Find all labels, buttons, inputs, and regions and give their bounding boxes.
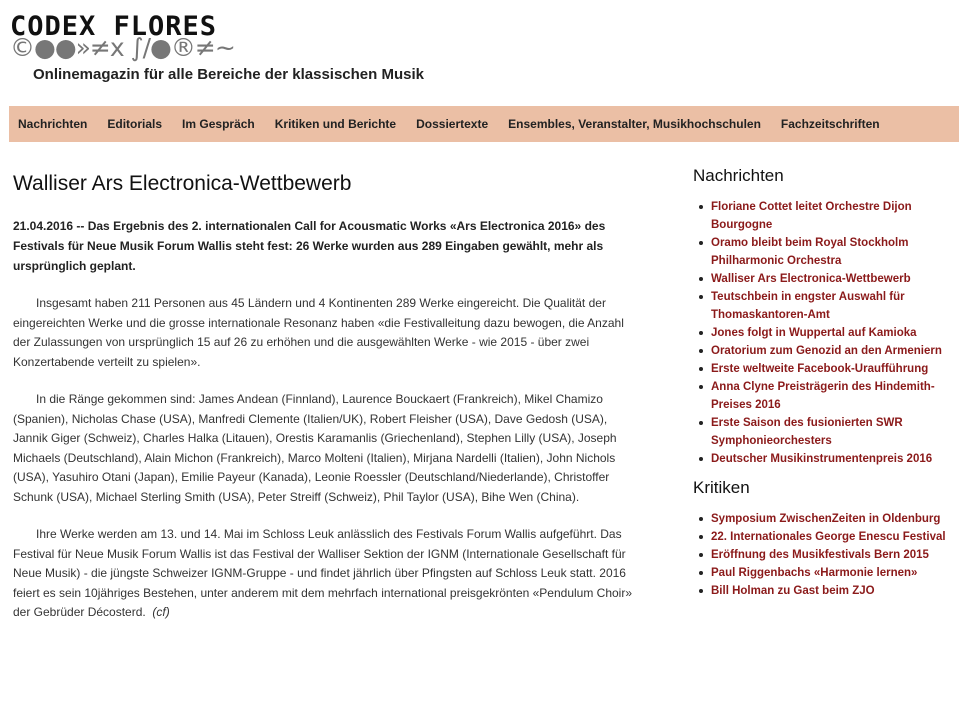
nav-item-ensembles[interactable]: Ensembles, Veranstalter, Musikhochschulen (508, 117, 761, 131)
nav-item-editorials[interactable]: Editorials (107, 117, 163, 131)
news-link[interactable]: Jones folgt in Wuppertal auf Kamioka (711, 327, 917, 339)
review-link[interactable]: Paul Riggenbachs «Harmonie lernen» (711, 567, 918, 579)
list-item (711, 288, 961, 324)
list-item (711, 546, 961, 564)
nav-item-nachrichten[interactable]: Nachrichten (18, 117, 88, 131)
list-item (711, 198, 961, 234)
site-logo[interactable] (10, 12, 270, 60)
list-item (711, 378, 961, 414)
list-item (711, 450, 961, 468)
news-link[interactable]: Anna Clyne Preisträgerin des Hindemith-Preises 2016 (711, 381, 935, 411)
news-link[interactable]: Oratorium zum Genozid an den Armeniern (711, 345, 942, 357)
article-paragraph: In die Ränge gekommen sind: James Andean (Finnland), Laurence Bouckaert (Frankreich), Mikel Chamizo (Spanien), Nicholas Chase (USA), Manfredi Clemente (Italien/UK), Robert Fleisher (USA), Dave Gedosh (USA), Jannik Giger (Schweiz), Charles Halka (Litauen), Orestis Karamanlis (Griechenland), Stephen Lilly (USA), Joseph Michaels (Deutschland), Alain Michon (Frankreich), Marco Molteni (Italien), Mirjana Nardelli (Italien), John Nichols (USA), Yasuhiro Otani (Japan), Emilie Payeur (Kanada), Leonie Roessler (Deutschland/Niederlande), Christoffer Schunk (USA), Michael Sterling Smith (USA), Peter Streiff (Schweiz), Phil Taylor (USA), Bihe Wen (China). (13, 392, 617, 504)
list-item (711, 582, 961, 600)
list-item (711, 324, 961, 342)
list-item (711, 360, 961, 378)
list-item (711, 414, 961, 450)
nav-item-im-gespraech[interactable]: Im Gespräch (182, 117, 255, 131)
list-item (711, 528, 961, 546)
news-link[interactable]: Erste weltweite Facebook-Uraufführung (711, 363, 929, 375)
list-item (711, 564, 961, 582)
nav-item-kritiken[interactable]: Kritiken und Berichte (274, 117, 397, 131)
review-link[interactable]: Eröffnung des Musikfestivals Bern 2015 (711, 549, 929, 561)
article-lead: 21.04.2016 -- Das Ergebnis des 2. internationalen Call for Acousmatic Works «Ars Electronica 2016» des Festivals für Neue Musik Forum Wallis steht fest: 26 Werke wurden aus 289 Eingaben gewählt, mehr als ursprünglich geplant. (13, 219, 606, 273)
news-link[interactable]: Deutscher Musikinstrumentenpreis 2016 (711, 453, 933, 465)
nav-item-fachzeitschriften[interactable]: Fachzeitschriften (780, 117, 880, 131)
list-item (711, 510, 961, 528)
news-link[interactable]: Erste Saison des fusionierten SWR Symphonieorchesters (711, 417, 903, 447)
news-link[interactable]: Oramo bleibt beim Royal Stockholm Philharmonic Orchestra (711, 237, 909, 267)
logo-glyphs: ©●●»≠x ∫/●®≠~ (10, 33, 235, 62)
news-link[interactable]: Walliser Ars Electronica-Wettbewerb (711, 273, 911, 285)
review-link[interactable]: Symposium ZwischenZeiten in Oldenburg (711, 513, 941, 525)
list-item (711, 342, 961, 360)
list-item (711, 270, 961, 288)
sidebar-news-heading: Nachrichten (693, 166, 784, 185)
sidebar (693, 164, 961, 600)
review-link[interactable]: Bill Holman zu Gast beim ZJO (711, 585, 875, 597)
news-link[interactable]: Floriane Cottet leitet Orchestre Dijon Bourgogne (711, 201, 912, 231)
sidebar-news-list (693, 198, 961, 468)
article-signature: (cf) (152, 605, 170, 619)
review-link[interactable]: 22. Internationales George Enescu Festival (711, 531, 946, 543)
article (13, 170, 638, 623)
article-paragraph-text: Ihre Werke werden am 13. und 14. Mai im Schloss Leuk anlässlich des Festivals Forum Wallis aufgeführt. Das Festival für Neue Musik Forum Wallis ist das Festival der Walliser Sektion der IGNM (Internationale Gesellschaft für Neue Musik) - die jüngste Schweizer IGNM-Gruppe - und findet jährlich über Pfingsten auf Schloss Leuk statt. 2016 feiert es sein 10jähriges Bestehen, unter anderem mit dem mehrfach international preisgekrönten «Pendulum Choir» der Gebrüder Décosterd. (13, 527, 633, 619)
article-paragraph: Insgesamt haben 211 Personen aus 45 Ländern und 4 Kontinenten 289 Werke eingereicht. Die Qualität der eingereichten Werke und die grosse internationale Resonanz haben «die Festivalleitung dazu bewogen, die Anzahl der Zulassungen von ursprünglich 15 auf 26 zu erhöhen und die ausgewählten Werke - wie 2015 - über zwei Konzertabende verteilt zu spielen». (13, 296, 624, 369)
article-paragraph-last (13, 525, 638, 623)
news-link[interactable]: Teutschbein in engster Auswahl für Thomaskantoren-Amt (711, 291, 905, 321)
list-item (711, 234, 961, 270)
nav-item-dossiertexte[interactable]: Dossiertexte (416, 117, 489, 131)
site-tagline: Onlinemagazin für alle Bereiche der klassischen Musik (33, 66, 424, 83)
logo-text: CODEX FLORES (10, 11, 218, 42)
sidebar-reviews-heading: Kritiken (693, 478, 750, 497)
article-title: Walliser Ars Electronica-Wettbewerb (13, 172, 352, 195)
main-nav (9, 106, 959, 142)
sidebar-reviews-list (693, 510, 961, 600)
